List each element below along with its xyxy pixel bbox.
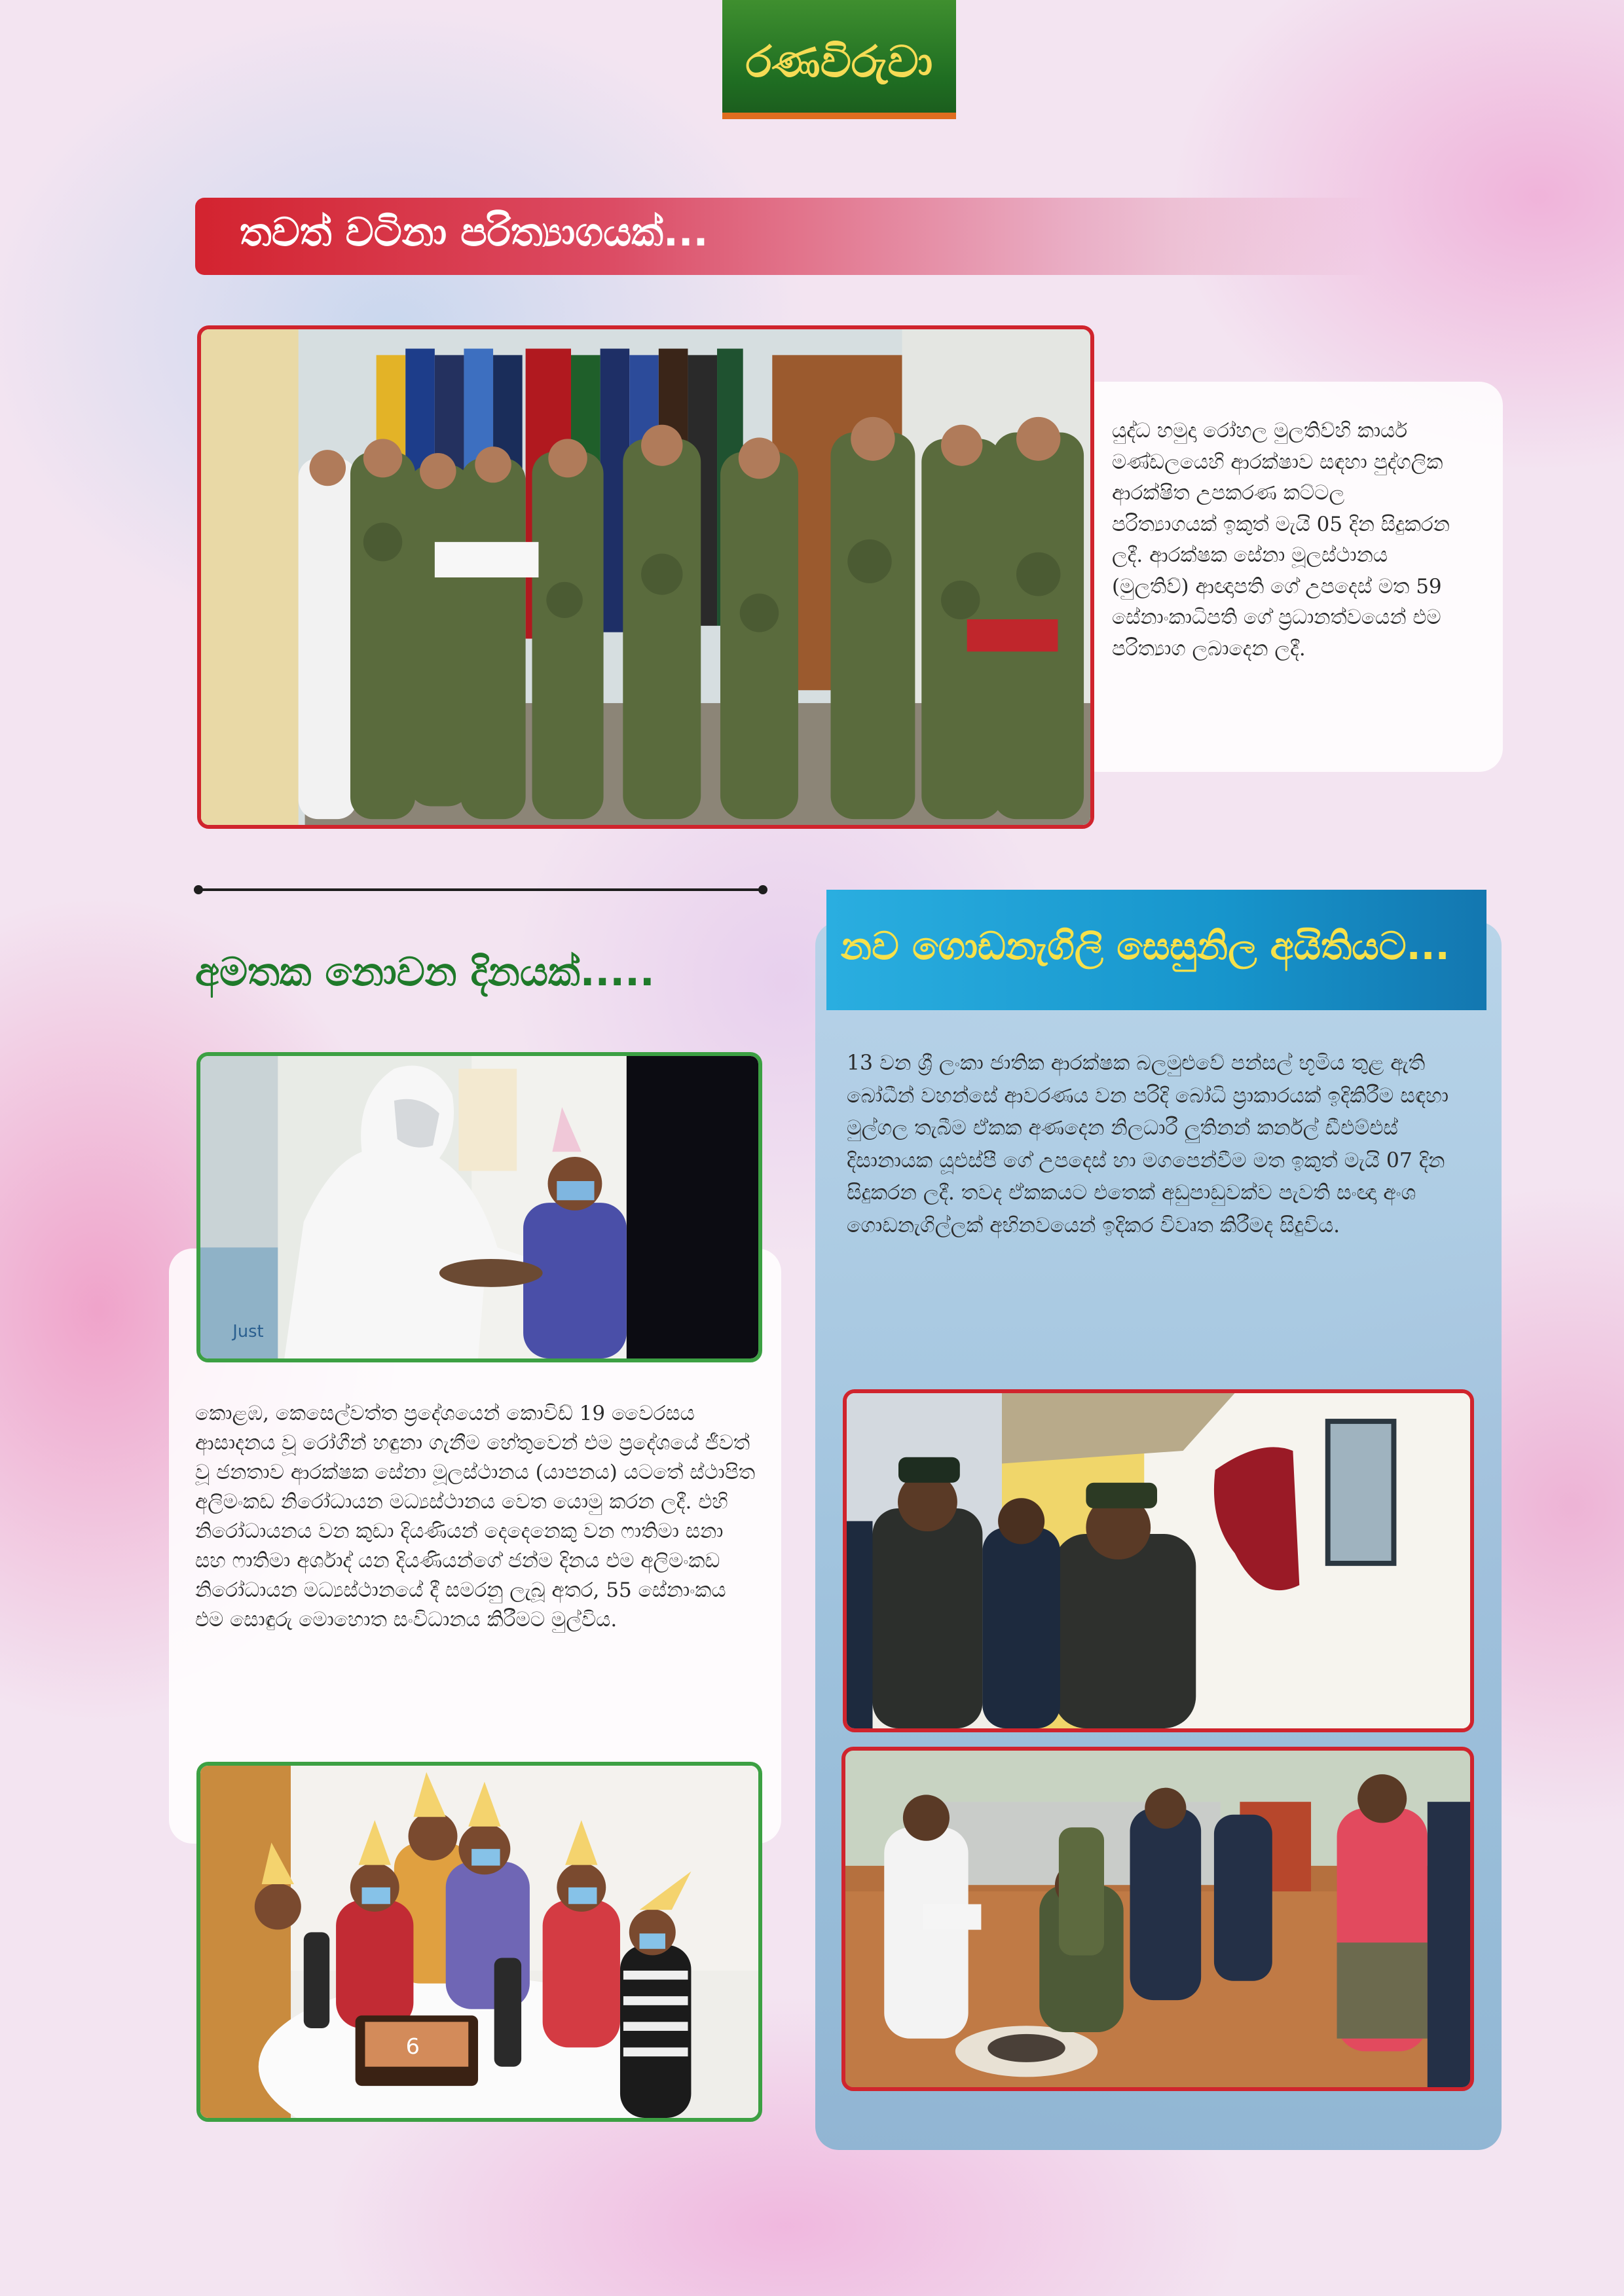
cake-number: 6 — [405, 2033, 420, 2060]
article3-photo-top — [843, 1389, 1474, 1732]
article1-text-card — [1074, 382, 1503, 772]
masthead — [722, 0, 956, 119]
article2-heading: අමතක නොවන දිනයක්..... — [195, 949, 655, 995]
article1-photo — [197, 325, 1094, 829]
article2-body: කොළඹ, කෙසෙල්වත්ත ප්‍රදේශයෙන් කොවිඩ් 19 වෛරසය ආසාදනය වූ රෝගීන් හඳුනා ගැනීම හේතුවෙන් එම ප්‍රදේශයේ ජීවත් වූ ජනතාව ආරක්ෂක සේනා මූලස්ථානය (යාපනය) යටතේ ස්ථාපිත අලිමංකඩ නිරෝධායන මධ්‍යස්ථානය වෙත යොමු කරන ලදී. එහි නිරෝධායනය වන කුඩා දියණියන් දෙදෙනෙකු වන ෆාතිමා සනා සහ ෆාතිමා අර්ශාද් යන දියණියන්ගේ ජන්ම දිනය එම අලිමංකඩ නිරෝධායන මධ්‍යස්ථානයේ දී සමරනු ලැබූ අතර, 55 සේනාංකය එම සොඳුරු මොහොත සංවිධානය කිරීමට මුල්විය. — [195, 1402, 755, 1631]
article3-body: 13 වන ශ්‍රී ලංකා ජාතික ආරක්ෂක බලමුළුවේ පන්සල් භූමිය තුළ ඇති බෝධීන් වහන්සේ ආවරණය වන පරිදි බෝධි ප්‍රාකාරයක් ඉදිකිරීම සඳහා මුල්ගල තැබීම ඒකක අණදෙන නිලධාරී ලුතිනන් කර්නල් ඩීඑම්එස් දිසානායක යූඑස්පී ගේ උපදෙස් හා මගපෙන්වීම මත ඉකුත් මැයි 07 දින සිදුකරන ලදී. තවද ඒකකයට එතෙක් අඩුපාඩුවක්ව පැවති සංඥා අංශ ගොඩනැගිල්ලක් අභිනවයෙන් ඉදිකර විවෘත කිරීමද සිදුවිය. — [847, 1051, 1449, 1237]
masthead-title: රණවිරුවා — [745, 36, 933, 87]
article2-heading-wrap — [195, 949, 771, 995]
article1-body: යුද්ධ හමුදා රෝහල මුලතිව්හි කාර්ය මණ්ඩලයෙහි ආරක්ෂාව සඳහා පුද්ගලික ආරක්ෂිත උපකරණ කට්ටල පරිත්‍යාගයක් ඉකුත් මැයි 05 දින සිදුකරන ලදී. ආරක්ෂක සේනා මූලස්ථානය (මුලතිව්) ආඥාපති ගේ උපදෙස් මත 59 සේනාංකාධිපති ගේ ප්‍රධානත්වයෙන් එම පරිත්‍යාග ලබාදෙන ලදී. — [1112, 419, 1450, 661]
article3-photo-bottom — [841, 1747, 1474, 2091]
building-opening-photo — [847, 1393, 1470, 1728]
birthday-children-photo — [200, 1766, 758, 2118]
article1-heading: තවත් වටිනා පරිත්‍යාගයක්... — [240, 210, 709, 255]
foundation-stone-photo — [845, 1751, 1470, 2087]
article1-heading-bar — [195, 198, 1374, 275]
soldiers-group-photo — [201, 329, 1090, 825]
section-divider — [196, 888, 765, 891]
article2-photo-top — [196, 1052, 762, 1362]
photo-sign-text: Just — [232, 1321, 264, 1341]
ppe-worker-photo — [200, 1056, 758, 1358]
article2-photo-bottom — [196, 1762, 762, 2122]
article3-heading: නව ගොඩනැගිලි සෙසුනිල අයිතියට... — [841, 924, 1450, 968]
article3-heading-bar — [826, 890, 1486, 1010]
